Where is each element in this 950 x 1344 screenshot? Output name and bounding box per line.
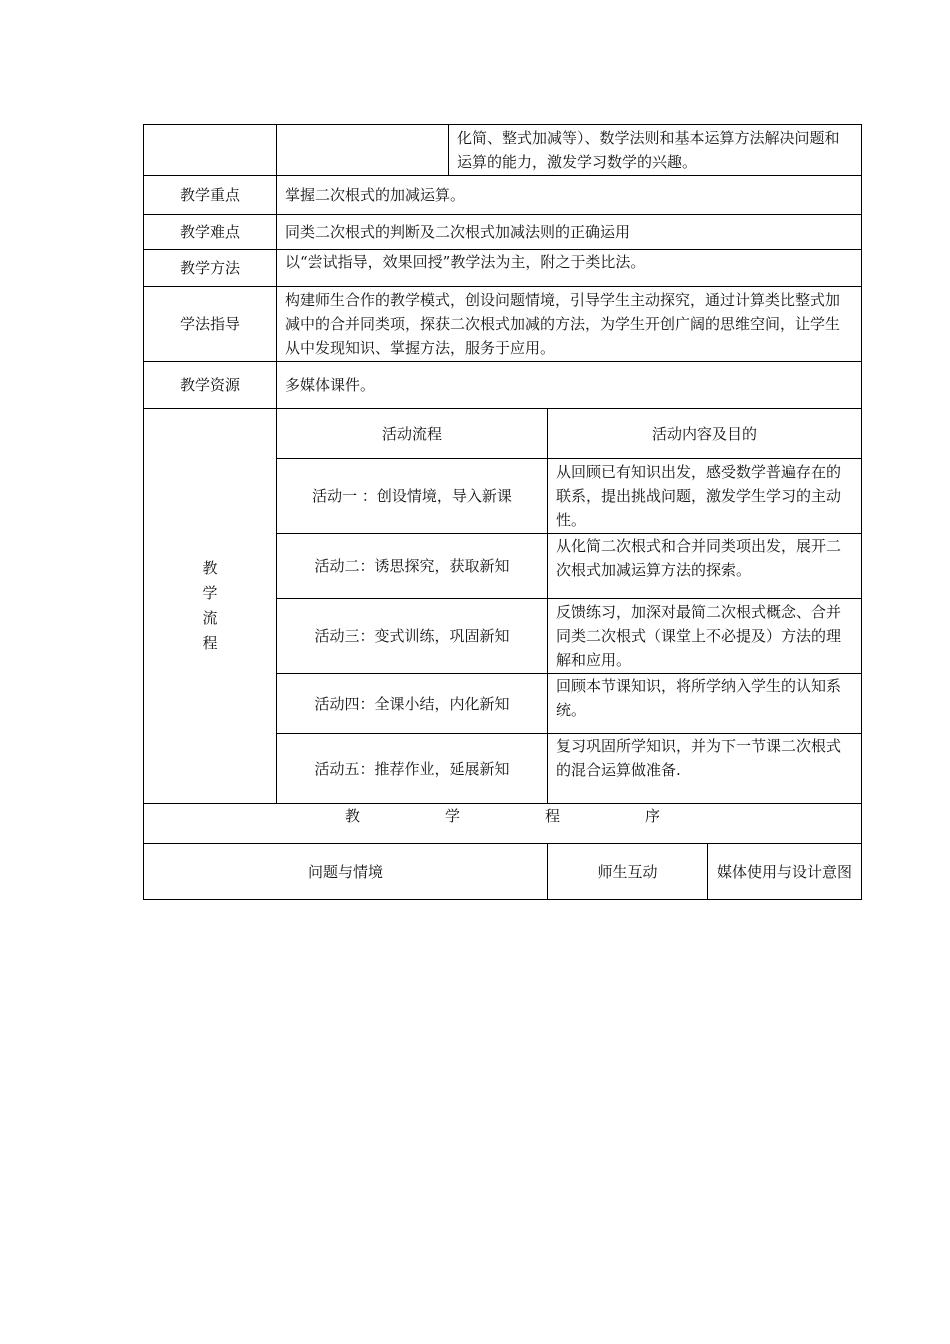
row-teaching-focus [144,176,862,215]
activity-name: 活动四：全课小结，内化新知 [277,674,548,734]
row-learning-guidance [144,287,862,362]
row-label: 教学难点 [144,215,277,250]
activity-name: 活动一 ：创设情境，导入新课 [277,459,548,534]
activity-content: 复习巩固所学知识，并为下一节课二次根式的混合运算做准备. [548,734,862,804]
activity-content: 从回顾已有知识出发，感受数学普遍存在的联系，提出挑战问题，激发学生学习的主动性。 [548,459,862,534]
process-label-char: 学 [202,584,218,602]
header-activity-content: 活动内容及目的 [548,409,862,459]
header-media-design: 媒体使用与设计意图 [708,844,862,900]
program-heading [144,804,862,844]
row-value: 构建师生合作的教学模式，创设问题情境，引导学生主动探究，通过计算类比整式加减中的合并同类项，探获二次根式加减的方法，为学生开创广阔的思维空间，让学生从中发现知识、掌握方法，服务于应用。 [277,287,862,362]
process-header-row [144,409,862,459]
program-row [144,804,862,844]
row-label: 学法指导 [144,287,277,362]
header-teacher-student: 师生互动 [548,844,708,900]
row-value: 以“尝试指导，效果回授”教学法为主，附之于类比法。 [277,250,862,287]
row-teaching-difficulty [144,215,862,250]
objectives-continuation-row [144,125,862,176]
program-char: 序 [644,807,660,825]
activity-content: 回顾本节课知识，将所学纳入学生的认知系统。 [548,674,862,734]
lesson-plan-table [143,124,862,900]
activity-name: 活动五：推荐作业，延展新知 [277,734,548,804]
process-label [144,409,277,804]
header-activity-flow: 活动流程 [277,409,548,459]
row-value: 多媒体课件。 [277,362,862,409]
bottom-header-row [144,844,862,900]
activity-content: 反馈练习，加深对最简二次根式概念、合并同类二次根式（课堂上不必提及）方法的理解和应用。 [548,599,862,674]
activity-name: 活动二：诱思探究，获取新知 [277,534,548,599]
row-teaching-method [144,250,862,287]
row-label: 教学重点 [144,176,277,215]
row-label: 教学方法 [144,250,277,287]
program-char: 教 [344,807,360,825]
empty-label-cell [144,125,277,176]
activity-name: 活动三：变式训练，巩固新知 [277,599,548,674]
program-char: 学 [444,807,460,825]
activity-content: 从化简二次根式和合并同类项出发，展开二次根式加减运算方法的探索。 [548,534,862,599]
row-teaching-resources [144,362,862,409]
process-label-char: 教 [202,559,218,577]
row-value: 掌握二次根式的加减运算。 [277,176,862,215]
objectives-continuation-text: 化简、整式加减等）、数学法则和基本运算方法解决问题和运算的能力，激发学习数学的兴趣。 [449,125,862,176]
header-question-situation: 问题与情境 [144,844,548,900]
row-label: 教学资源 [144,362,277,409]
row-value: 同类二次根式的判断及二次根式加减法则的正确运用 [277,215,862,250]
process-label-char: 流 [202,609,218,627]
program-char: 程 [544,807,560,825]
process-label-char: 程 [202,634,218,652]
empty-sub-cell [277,125,449,176]
